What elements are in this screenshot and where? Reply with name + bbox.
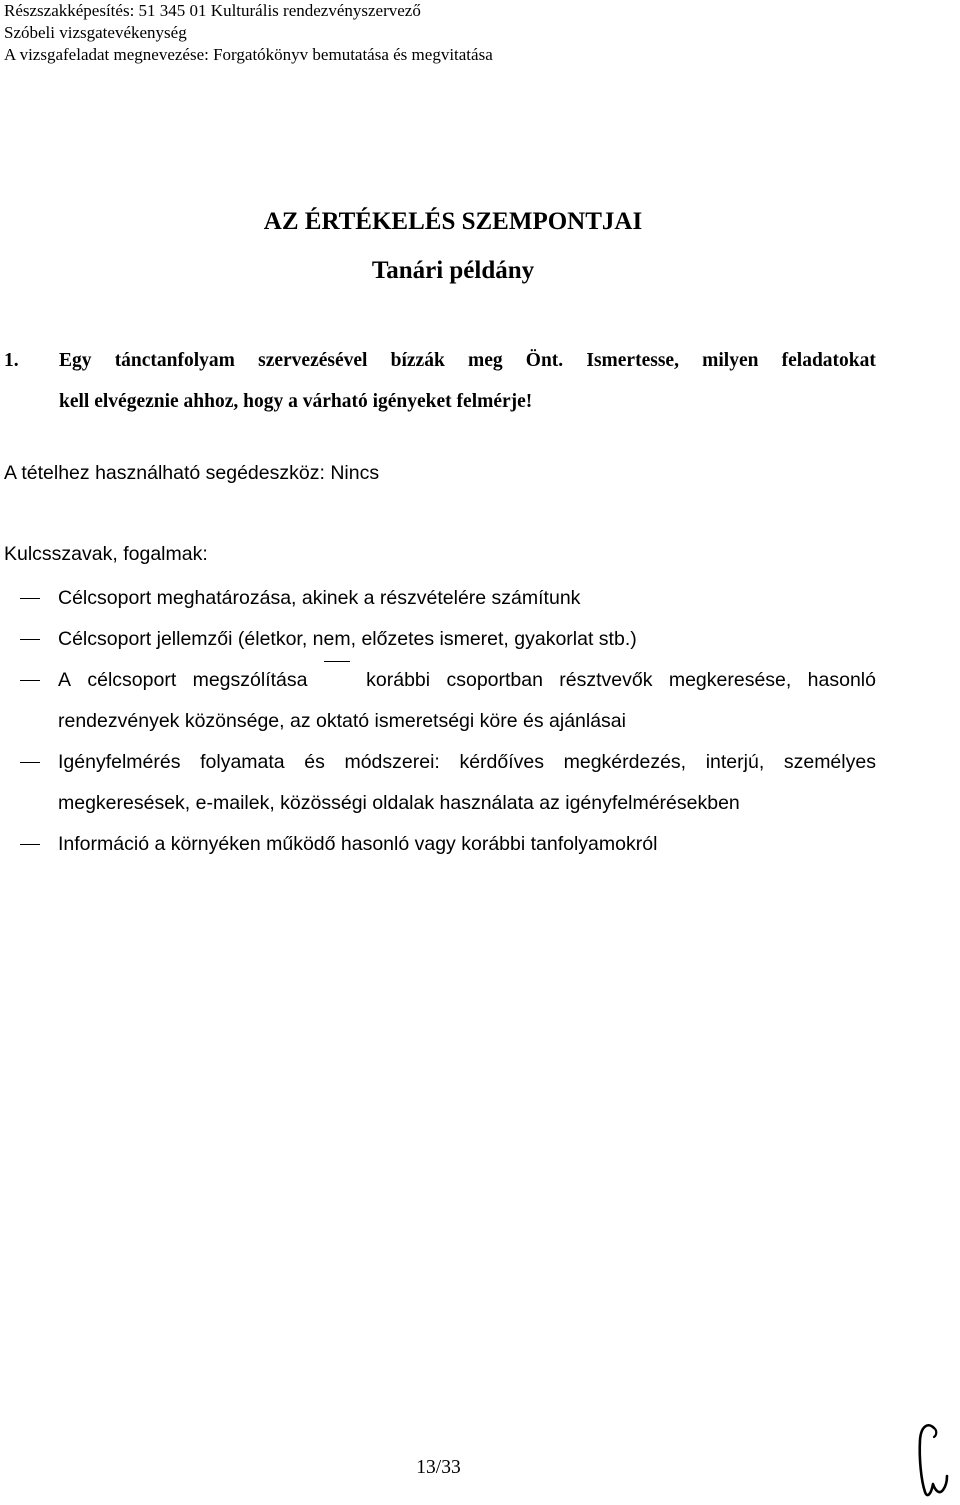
header-activity: Szóbeli vizsgatevékenység	[4, 23, 187, 42]
page-number: 13/33	[416, 1457, 461, 1478]
dash-bullet-icon	[20, 844, 40, 845]
document-header	[4, 0, 493, 66]
header-task-name: A vizsgafeladat megnevezése: Forgatókönyv bemutatása és megvitatása	[4, 45, 493, 64]
dash-bullet-icon	[20, 680, 40, 681]
keywords-heading: Kulcsszavak, fogalmak:	[4, 543, 208, 565]
list-item: Célcsoport jellemzői (életkor, nem, előzetes ismeret, gyakorlat stb.)	[0, 619, 876, 660]
handwritten-signature-icon	[914, 1418, 950, 1505]
dash-bullet-icon	[20, 639, 40, 640]
dash-bullet-icon	[20, 598, 40, 599]
list-item: Információ a környéken működő hasonló vagy korábbi tanfolyamokról	[0, 824, 876, 865]
page-subtitle: Tanári példány	[371, 257, 535, 284]
question-number: 1. Egy	[4, 350, 92, 371]
question-block	[4, 340, 876, 422]
list-item: Célcsoport meghatározása, akinek a részvételére számítunk	[0, 578, 876, 619]
page-title: AZ ÉRTÉKELÉS SZEMPONTJAI	[263, 208, 643, 235]
allowed-tools-value: Nincs	[330, 462, 380, 484]
list-item: Igényfelmérés folyamata és módszerei: kérdőíves megkérdezés, interjú, személyes megkeresések, e-mailek, közösségi oldalak használata az igényfelmérésekben	[0, 742, 876, 824]
allowed-tools	[4, 462, 379, 485]
inline-dash-icon	[324, 661, 350, 662]
allowed-tools-label: A tételhez használható segédeszköz:	[4, 462, 325, 484]
question-line-1: 1. Egy tánctanfolyam szervezésével bízzák meg Önt. Ismertesse, milyen feladatokat	[4, 340, 876, 381]
dash-bullet-icon	[20, 762, 40, 763]
keywords-list	[0, 578, 876, 865]
list-item: A célcsoport megszólítása korábbi csoportban résztvevők megkeresése, hasonló rendezvények közönsége, az oktató ismeretségi köre és ajánlásai	[0, 660, 876, 742]
header-qualification: Részszakképesítés: 51 345 01 Kulturális rendezvényszervező	[4, 1, 421, 20]
question-line-2: kell elvégeznie ahhoz, hogy a várható igényeket felmérje!	[59, 391, 533, 412]
